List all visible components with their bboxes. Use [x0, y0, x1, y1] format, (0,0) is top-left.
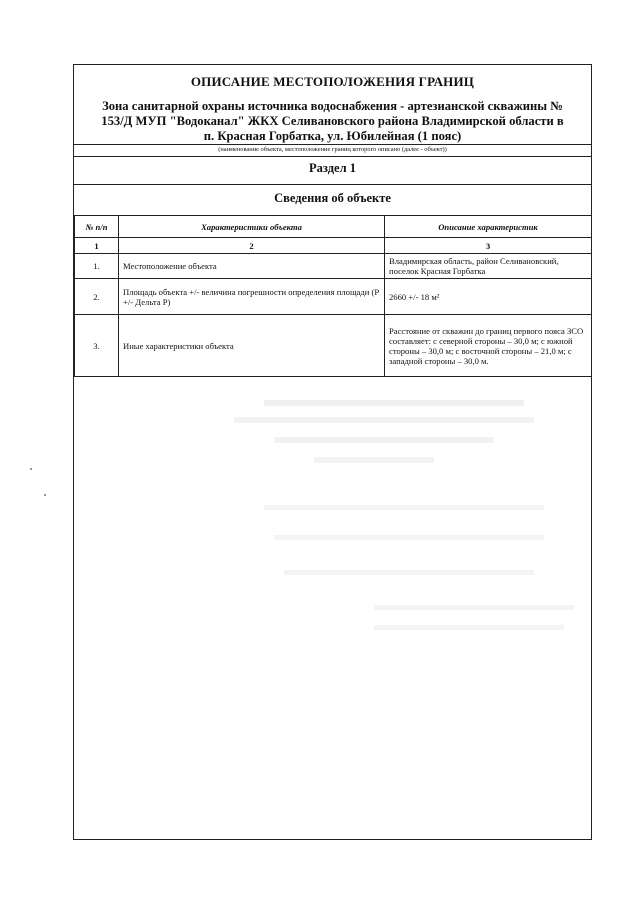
- row-number: 3.: [75, 315, 119, 377]
- column-header-description: Описание характеристик: [385, 216, 592, 238]
- column-number: 3: [385, 238, 592, 254]
- column-header-number: № п/п: [75, 216, 119, 238]
- table-row: [75, 279, 592, 315]
- table-row: [75, 315, 592, 377]
- subject-caption: (наименование объекта, местоположение границ которого описано (далее - объект)): [218, 146, 447, 153]
- object-characteristics-table: [74, 215, 592, 377]
- row-number: 2.: [75, 279, 119, 315]
- document-page: [73, 64, 592, 840]
- column-number: 2: [119, 238, 385, 254]
- row-number: 1.: [75, 254, 119, 279]
- section-rule: [74, 156, 591, 157]
- subject-line: 153/Д МУП "Водоканал" ЖКХ Селивановского района Владимирской области в: [101, 114, 564, 128]
- row-characteristic: Площадь объекта +/- величина погрешности определения площади (P +/- Дельта P): [119, 279, 385, 315]
- scan-speck: [44, 494, 46, 496]
- row-characteristic: Местоположение объекта: [119, 254, 385, 279]
- column-number-row: [75, 238, 592, 254]
- object-info-heading: Сведения об объекте: [274, 191, 391, 205]
- scan-speck: [30, 468, 32, 470]
- row-description: Расстояние от скважин до границ первого пояса ЗСО составляет: с северной стороны – 30,0 м; с южной стороны – 30,0 м; с восточной стороны – 21,0 м; с западной стороны – 30,0 м.: [385, 315, 592, 377]
- column-number: 1: [75, 238, 119, 254]
- table-header-row: [75, 216, 592, 238]
- subject-line: п. Красная Горбатка, ул. Юбилейная (1 пояс): [203, 129, 462, 143]
- row-description: 2660 +/- 18 м²: [385, 279, 592, 315]
- table-row: [75, 254, 592, 279]
- heading-rule: [74, 184, 591, 185]
- document-subject: [77, 99, 588, 144]
- row-description: Владимирская область, район Селивановский, поселок Красная Горбатка: [385, 254, 592, 279]
- document-title: ОПИСАНИЕ МЕСТОПОЛОЖЕНИЯ ГРАНИЦ: [190, 74, 475, 89]
- subject-line: Зона санитарной охраны источника водоснабжения - артезианской скважины №: [102, 99, 563, 113]
- section-title: Раздел 1: [309, 161, 356, 175]
- column-header-characteristic: Характеристики объекта: [119, 216, 385, 238]
- caption-rule: [74, 144, 591, 145]
- row-characteristic: Иные характеристики объекта: [119, 315, 385, 377]
